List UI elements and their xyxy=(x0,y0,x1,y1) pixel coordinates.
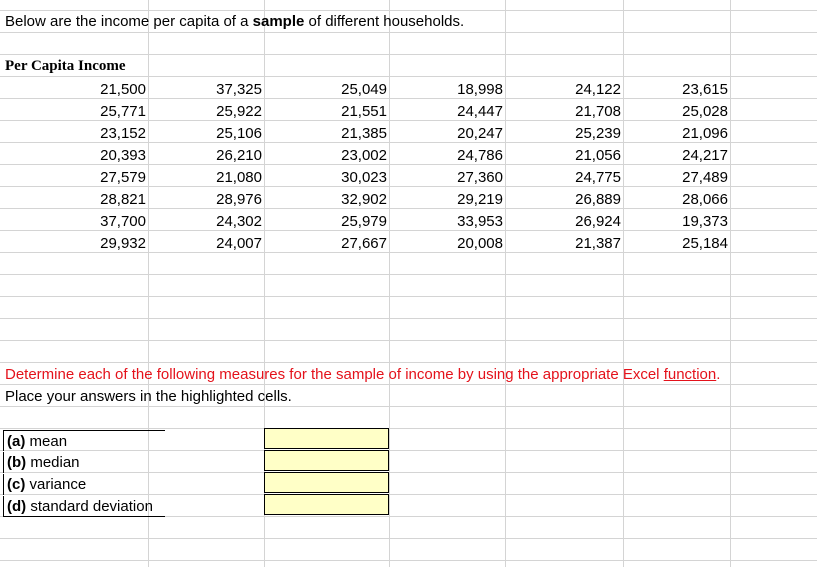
instruction-line-1 xyxy=(5,364,720,386)
intro-text xyxy=(5,11,464,33)
measure-label-median xyxy=(3,452,165,473)
table-cell[interactable]: 25,028 xyxy=(682,103,728,120)
table-cell[interactable]: 27,667 xyxy=(341,235,387,252)
measure-label-mean xyxy=(3,430,165,451)
table-cell[interactable]: 21,056 xyxy=(575,147,621,164)
function-link[interactable]: function xyxy=(663,366,717,383)
table-cell[interactable]: 25,771 xyxy=(100,103,146,120)
table-cell[interactable]: 24,007 xyxy=(216,235,262,252)
table-cell[interactable]: 18,998 xyxy=(457,81,503,98)
table-cell[interactable]: 30,023 xyxy=(341,169,387,186)
instruction-period: . xyxy=(716,366,721,383)
table-cell[interactable]: 28,976 xyxy=(216,191,262,208)
table-cell[interactable]: 26,210 xyxy=(216,147,262,164)
table-cell[interactable]: 25,922 xyxy=(216,103,262,120)
table-cell[interactable]: 23,002 xyxy=(341,147,387,164)
intro-bold: sample xyxy=(252,13,305,30)
table-cell[interactable]: 25,106 xyxy=(216,125,262,142)
table-cell[interactable]: 20,247 xyxy=(457,125,503,142)
measure-letter: (d) xyxy=(7,498,27,515)
instruction-text: Determine each of the following measures for the sample of income by using the appropriate Excel xyxy=(5,366,664,383)
table-cell[interactable]: 21,096 xyxy=(682,125,728,142)
table-cell[interactable]: 21,080 xyxy=(216,169,262,186)
table-cell[interactable]: 37,700 xyxy=(100,213,146,230)
measure-name: standard deviation xyxy=(26,498,153,515)
measure-label-std-dev xyxy=(3,496,165,517)
table-cell[interactable]: 25,239 xyxy=(575,125,621,142)
table-cell[interactable]: 25,979 xyxy=(341,213,387,230)
table-cell[interactable]: 24,786 xyxy=(457,147,503,164)
table-cell[interactable]: 33,953 xyxy=(457,213,503,230)
table-cell[interactable]: 23,615 xyxy=(682,81,728,98)
instruction-line-2: Place your answers in the highlighted cells. xyxy=(5,388,292,405)
table-cell[interactable]: 24,122 xyxy=(575,81,621,98)
table-cell[interactable]: 24,217 xyxy=(682,147,728,164)
table-cell[interactable]: 28,821 xyxy=(100,191,146,208)
measure-letter: (b) xyxy=(7,454,27,471)
measure-name: mean xyxy=(25,433,68,450)
answer-cell-mean[interactable] xyxy=(264,428,389,449)
table-cell[interactable]: 27,579 xyxy=(100,169,146,186)
table-cell[interactable]: 29,219 xyxy=(457,191,503,208)
table-cell[interactable]: 20,008 xyxy=(457,235,503,252)
table-cell[interactable]: 19,373 xyxy=(682,213,728,230)
measure-name: variance xyxy=(25,476,87,493)
answer-cell-variance[interactable] xyxy=(264,472,389,493)
table-cell[interactable]: 24,447 xyxy=(457,103,503,120)
table-cell[interactable]: 20,393 xyxy=(100,147,146,164)
table-cell[interactable]: 26,924 xyxy=(575,213,621,230)
table-cell[interactable]: 21,500 xyxy=(100,81,146,98)
table-cell[interactable]: 27,489 xyxy=(682,169,728,186)
table-cell[interactable]: 21,551 xyxy=(341,103,387,120)
table-cell[interactable]: 21,387 xyxy=(575,235,621,252)
table-cell[interactable]: 24,775 xyxy=(575,169,621,186)
table-cell[interactable]: 21,708 xyxy=(575,103,621,120)
intro-before: Below are the income per capita of a xyxy=(5,13,253,30)
table-cell[interactable]: 25,049 xyxy=(341,81,387,98)
table-cell[interactable]: 37,325 xyxy=(216,81,262,98)
measure-label-variance xyxy=(3,474,165,495)
table-header: Per Capita Income xyxy=(5,58,126,74)
table-cell[interactable]: 32,902 xyxy=(341,191,387,208)
table-cell[interactable]: 24,302 xyxy=(216,213,262,230)
measure-name: median xyxy=(26,454,80,471)
intro-after: of different households. xyxy=(304,13,465,30)
table-cell[interactable]: 26,889 xyxy=(575,191,621,208)
table-cell[interactable]: 28,066 xyxy=(682,191,728,208)
answer-cell-median[interactable] xyxy=(264,450,389,471)
table-cell[interactable]: 29,932 xyxy=(100,235,146,252)
answer-cell-std-dev[interactable] xyxy=(264,494,389,515)
measure-letter: (c) xyxy=(7,476,26,493)
table-cell[interactable]: 23,152 xyxy=(100,125,146,142)
table-cell[interactable]: 27,360 xyxy=(457,169,503,186)
table-cell[interactable]: 21,385 xyxy=(341,125,387,142)
measure-letter: (a) xyxy=(7,433,26,450)
table-cell[interactable]: 25,184 xyxy=(682,235,728,252)
